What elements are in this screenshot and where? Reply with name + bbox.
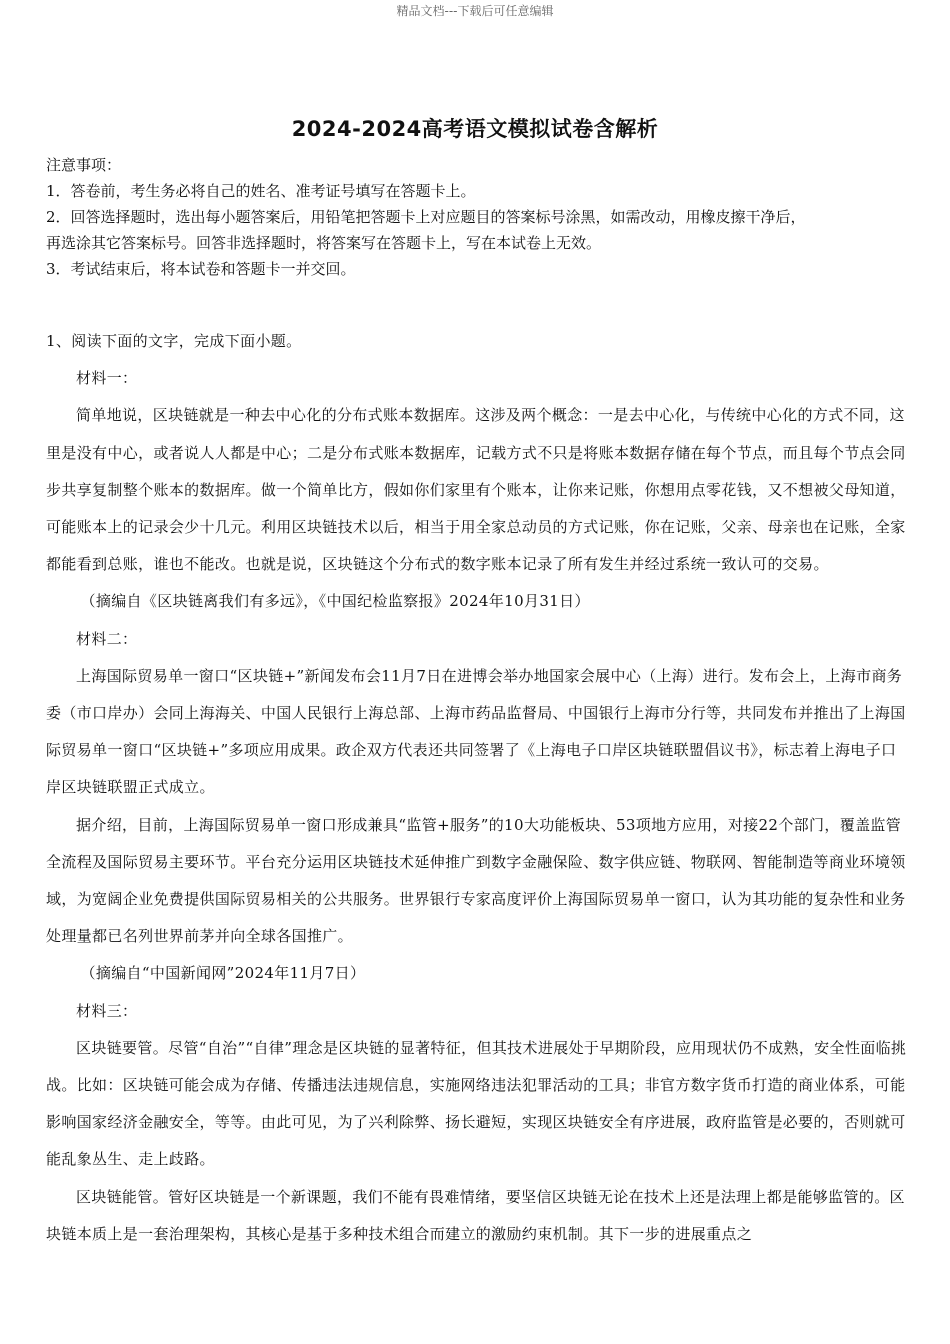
material-1-label: 材料一： xyxy=(76,369,138,388)
notice-item-3: 3．考试结束后，将本试卷和答题卡一并交回。 xyxy=(46,260,356,278)
notice-item-2: 2．回答选择题时，选出每小题答案后，用铅笔把答题卡上对应题目的答案标号涂黑，如需改动，用橡皮擦干净后， xyxy=(46,208,806,226)
material-3-label: 材料三： xyxy=(76,1001,138,1020)
material-2-label: 材料二： xyxy=(76,629,138,648)
notices-heading: 注意事项： xyxy=(46,156,122,174)
material-2-paragraph-1: 上海国际贸易单一窗口“区块链+”新闻发布会11月7日在进博会举办地国家会展中心（上海）进行。发布会上，上海市商务委（市口岸办）会同上海海关、中国人民银行上海总部、上海市药品监督局、中国银行上海市分行等，共同发布并推出了上海国际贸易单一窗口“区块链+”多项应用成果。政企双方代表还共同签署了《上海电子口岸区块链联盟倡议书》，标志着上海电子口岸区块链联盟正式成立。 xyxy=(46,666,906,797)
material-2-source: （摘编自“中国新闻网”2024年11月7日） xyxy=(80,964,366,983)
material-1-paragraph: 简单地说，区块链就是一种去中心化的分布式账本数据库。这涉及两个概念：一是去中心化，与传统中心化的方式不同，这里是没有中心，或者说人人都是中心；二是分布式账本数据库，记载方式不只是将账本数据存储在每个节点，而且每个节点会同步共享复制整个账本的数据库。做一个简单比方，假如你们家里有个账本，让你来记账，你想用点零花钱，又不想被父母知道，可能账本上的记录会少十几元。利用区块链技术以后，相当于用全家总动员的方式记账，你在记账，父亲、母亲也在记账，全家都能看到总账，谁也不能改。也就是说，区块链这个分布式的数字账本记录了所有发生并经过系统一致认可的交易。 xyxy=(46,406,906,574)
material-1-source: （摘编自《区块链离我们有多远》，《中国纪检监察报》2024年10月31日） xyxy=(80,592,590,611)
question-content xyxy=(46,323,908,1253)
question-heading: 1、阅读下面的文字，完成下面小题。 xyxy=(46,332,302,350)
page-header-note: 精品文档---下载后可任意编辑 xyxy=(396,4,554,18)
document-title: 2024-2024高考语文模拟试卷含解析 xyxy=(291,117,659,141)
notice-item-1: 1．答卷前，考生务必将自己的姓名、准考证号填写在答题卡上。 xyxy=(46,182,476,200)
material-3-paragraph-1: 区块链要管。尽管“自治”“自律”理念是区块链的显著特征，但其技术进展处于早期阶段，应用现状仍不成熟，安全性面临挑战。比如：区块链可能会成为存储、传播违法违规信息，实施网络违法犯罪活动的工具；非官方数字货币打造的商业体系，可能影响国家经济金融安全，等等。由此可见，为了兴利除弊、扬长避短，实现区块链安全有序进展，政府监管是必要的，否则就可能乱象丛生、走上歧路。 xyxy=(46,1038,907,1169)
material-2-paragraph-2: 据介绍，目前，上海国际贸易单一窗口形成兼具“监管+服务”的10大功能板块、53项地方应用，对接22个部门，覆盖监管全流程及国际贸易主要环节。平台充分运用区块链技术延伸推广到数字金融保险、数字供应链、物联网、智能制造等商业环境领域，为宽阔企业免费提供国际贸易相关的公共服务。世界银行专家高度评价上海国际贸易单一窗口，认为其功能的复杂性和业务处理量都已名列世界前茅并向全球各国推广。 xyxy=(46,815,906,946)
notice-item-2-continued: 再选涂其它答案标号。回答非选择题时，将答案写在答题卡上，写在本试卷上无效。 xyxy=(46,234,602,252)
exam-notices xyxy=(46,152,906,282)
material-3-paragraph-2: 区块链能管。管好区块链是一个新课题，我们不能有畏难情绪，要坚信区块链无论在技术上还是法理上都是能够监管的。区块链本质上是一套治理架构，其核心是基于多种技术组合而建立的激励约束机制。其下一步的进展重点之 xyxy=(46,1187,905,1243)
